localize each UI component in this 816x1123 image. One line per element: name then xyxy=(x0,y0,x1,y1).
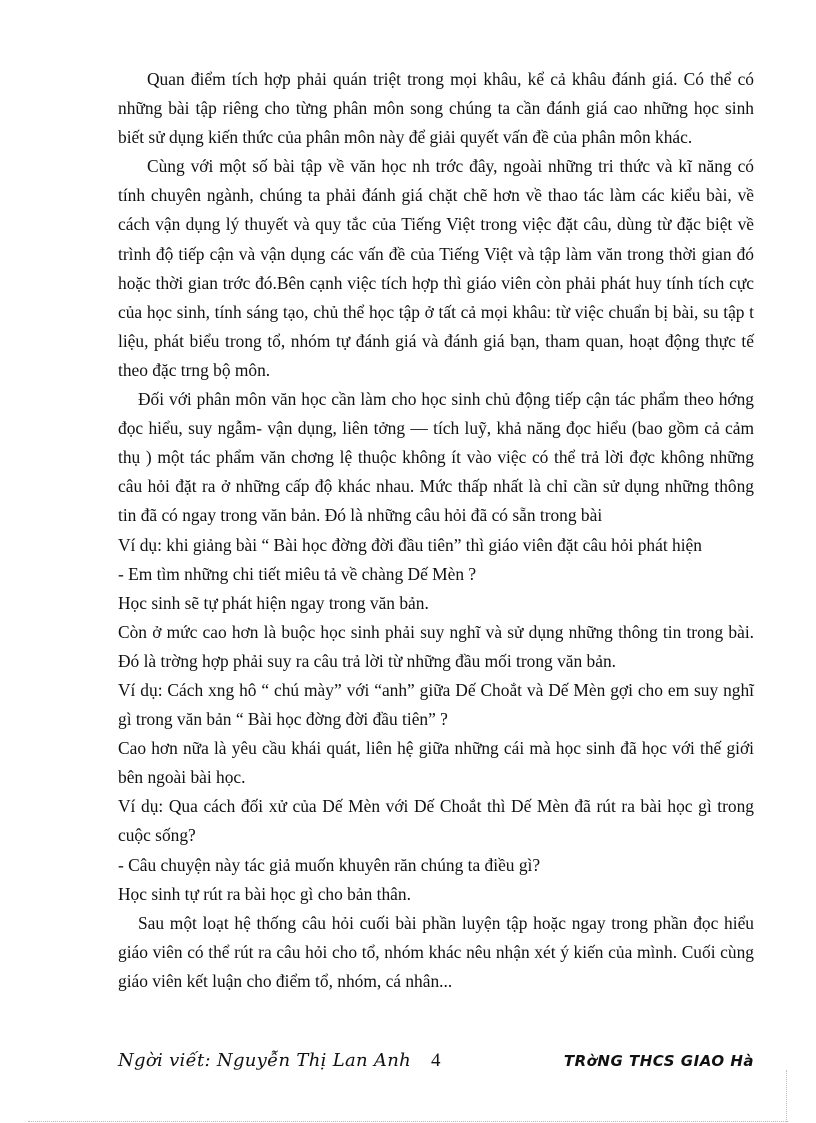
paragraph-question-1: - Em tìm những chi tiết miêu tả về chàng Dế Mèn ? xyxy=(118,563,477,584)
page-number: 4 xyxy=(431,1050,441,1071)
footer-author: Ngời viết: Nguyễn Thị Lan Anh xyxy=(118,1050,411,1071)
paragraph-generalization: Cao hơn nữa là yêu cầu khái quát, liên hệ giữa những cái mà học sinh đã học với thế giới bên ngoài bài học. xyxy=(118,738,754,788)
paragraph-literature-approach: Đối với phân môn văn học cần làm cho học sinh chủ động tiếp cận tác phẩm theo hớng đọc hiểu, suy ngẫm- vận dụng, liên tởng — tích luỹ, khả năng đọc hiểu (bao gồm cả cảm thụ ) một tác phẩm văn chơng lệ thuộc không ít vào việc có thể trả lời đợc không những câu hỏi đặt ra ở những cấp độ khác nhau. Mức thấp nhất là chỉ cần sử dụng những thông tin đã có ngay trong văn bản. Đó là những câu hỏi đã có sẵn trong bài xyxy=(118,389,754,526)
paragraph-example-1: Ví dụ: khi giảng bài “ Bài học đờng đời đầu tiên” thì giáo viên đặt câu hỏi phát hiện xyxy=(118,534,702,555)
paragraph-integration-principle: Quan điểm tích hợp phải quán triệt trong mọi khâu, kể cả khâu đánh giá. Có thể có những bài tập riêng cho từng phân môn song chúng ta cần đánh giá cao những học sinh biết sử dụng kiến thức của phân môn này để giải quyết vấn đề của phân môn khác. xyxy=(118,69,754,148)
paragraph-question-2: - Câu chuyện này tác giả muốn khuyên răn chúng ta điều gì? xyxy=(118,854,541,875)
paragraph-self-lesson: Học sinh tự rút ra bài học gì cho bản thân. xyxy=(118,883,411,904)
paragraph-higher-level: Còn ở mức cao hơn là buộc học sinh phải suy nghĩ và sử dụng những thông tin trong bài. Đó là trờng hợp phải suy ra câu trả lời từ những đầu mối trong văn bản. xyxy=(118,621,754,671)
page-footer xyxy=(118,1050,754,1074)
document-body xyxy=(118,65,754,996)
paragraph-student-discovery: Học sinh sẽ tự phát hiện ngay trong văn bản. xyxy=(118,592,429,613)
paragraph-example-2: Ví dụ: Cách xng hô “ chú mày” với “anh” giữa Dế Choắt và Dế Mèn gợi cho em suy nghĩ gì trong văn bản “ Bài học đờng đời đầu tiên” ? xyxy=(118,679,754,730)
paragraph-conclusion: Sau một loạt hệ thống câu hỏi cuối bài phần luyện tập hoặc ngay trong phần đọc hiểu giáo viên có thể rút ra câu hỏi cho tổ, nhóm khác nêu nhận xét ý kiến của mình. Cuối cùng giáo viên kết luận cho điểm tổ, nhóm, cá nhân... xyxy=(118,912,754,991)
paragraph-assessment-skills: Cùng với một số bài tập về văn học nh trớc đây, ngoài những tri thức và kĩ năng có tính chuyên ngành, chúng ta phải đánh giá chặt chẽ hơn về thao tác làm các kiểu bài, về cách vận dụng lý thuyết và quy tắc của Tiếng Việt trong việc đặt câu, dùng từ đặc biệt về trình độ tiếp cận và vận dụng các vấn đề của Tiếng Việt và tập làm văn trong thời gian đó hoặc thời gian trớc đó.Bên cạnh việc tích hợp thì giáo viên còn phải phát huy tính tích cực của học sinh, tính sáng tạo, chủ thể học tập ở tất cả mọi khâu: từ việc chuẩn bị bài, su tập t liệu, phát biểu trong tổ, nhóm tự đánh giá và đánh giá bạn, tham quan, hoạt động thực tế theo đặc trng bộ môn. xyxy=(118,156,754,380)
right-dotted-border xyxy=(786,1070,787,1122)
footer-school: TRờNG THCS GIAO Hà xyxy=(563,1052,754,1070)
bottom-dotted-border xyxy=(28,1121,788,1122)
paragraph-example-3: Ví dụ: Qua cách đối xử của Dế Mèn với Dế Choắt thì Dế Mèn đã rút ra bài học gì trong cuộc sống? xyxy=(118,796,754,846)
